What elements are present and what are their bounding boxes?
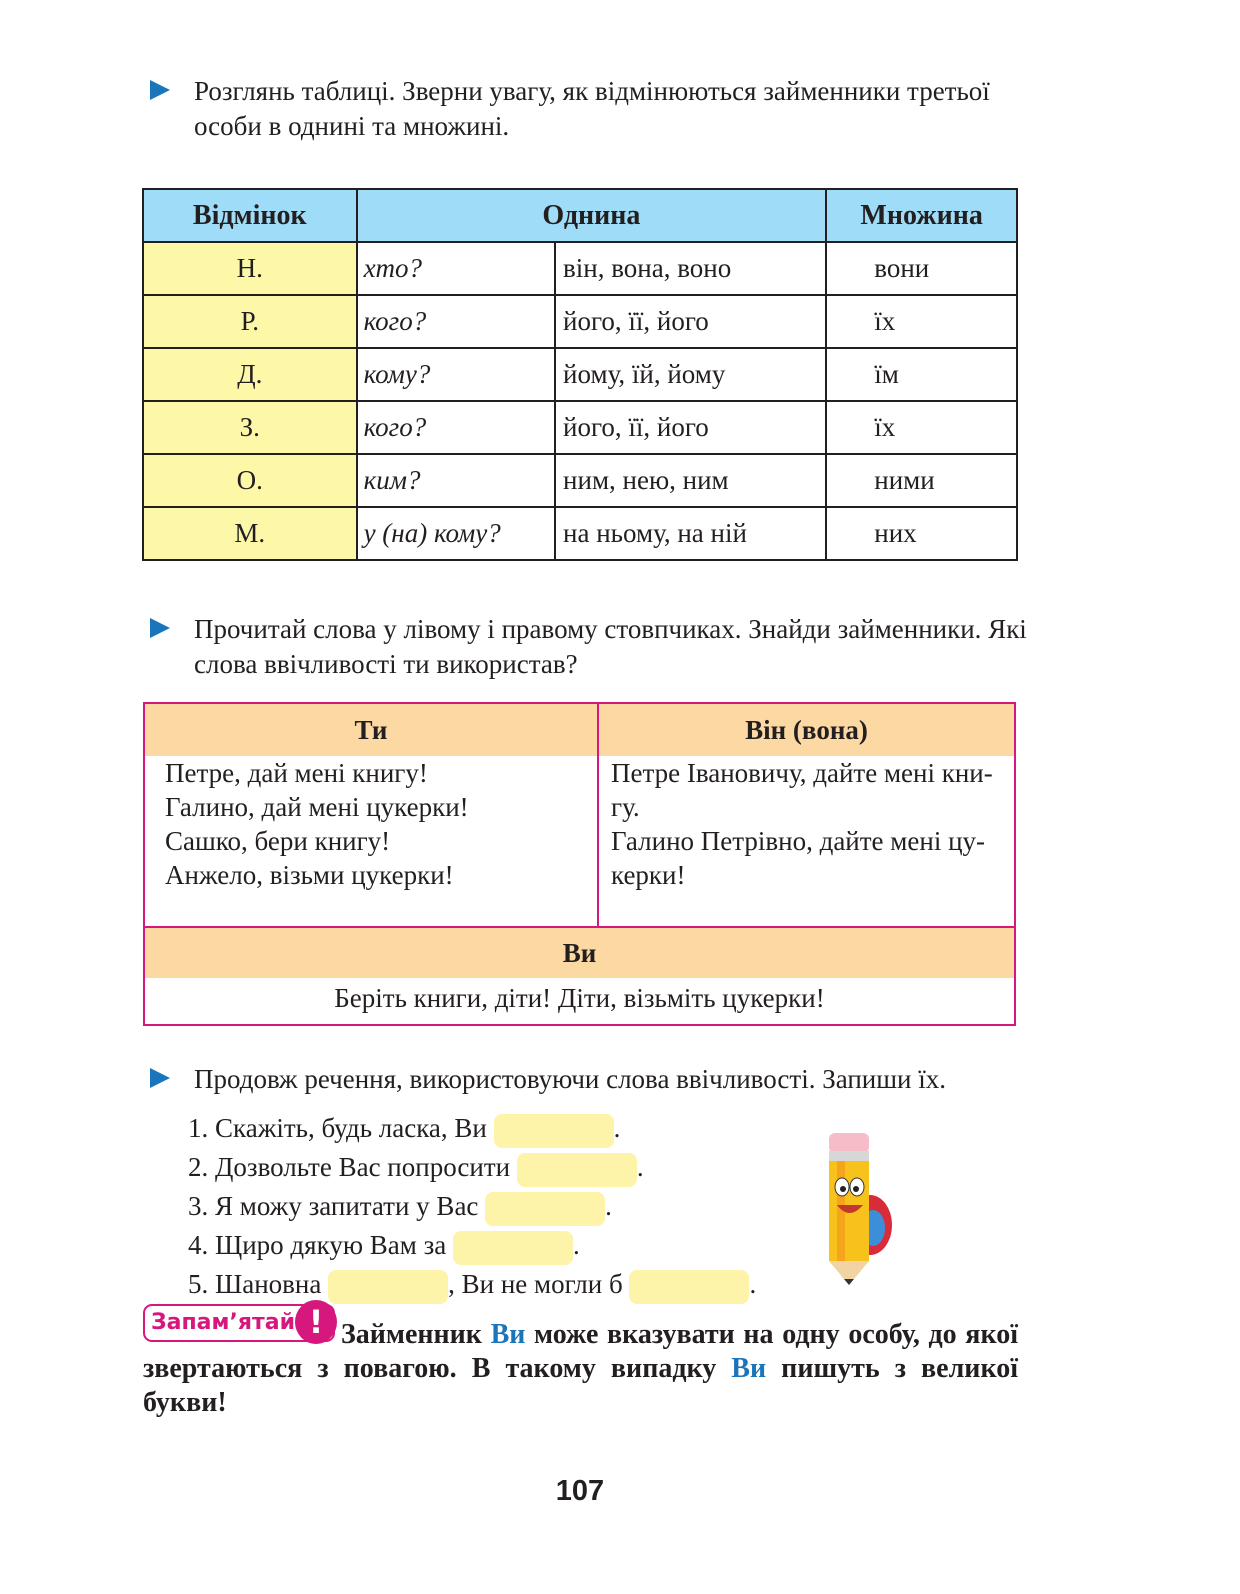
list-item: Галино, дай мені цукерки!: [165, 792, 469, 822]
case-cell: Н.: [143, 242, 357, 295]
singular-cell: його, її, його: [555, 401, 826, 454]
question-cell: хто?: [357, 242, 555, 295]
remember-badge: Запам’ятай !: [143, 1304, 335, 1342]
header-vin-vona: Він (вона): [599, 704, 1014, 756]
question-cell: кого?: [357, 401, 555, 454]
bullet-arrow-icon: [150, 1068, 170, 1088]
singular-cell: ним, нею, ним: [555, 454, 826, 507]
header-singular: Однина: [357, 189, 827, 242]
list-item: Анжело, візьми цукерки!: [165, 860, 454, 890]
table-row: [143, 507, 1017, 560]
header-plural: Множина: [826, 189, 1017, 242]
question-cell: ким?: [357, 454, 555, 507]
task-instruction-3: Продовж речення, використовуючи слова ввічливості. Запиши їх.: [150, 1062, 1030, 1097]
column-divider: [597, 704, 599, 926]
singular-cell: він, вона, воно: [555, 242, 826, 295]
exercise-line-4: 4. Щиро дякую Вам за .: [188, 1227, 580, 1265]
answer-blank[interactable]: [517, 1153, 637, 1187]
declension-table: [142, 188, 1018, 561]
list-item: Галино Петрівно, дайте мені цу-: [611, 826, 986, 856]
case-cell: З.: [143, 401, 357, 454]
answer-blank[interactable]: [494, 1114, 614, 1148]
plural-cell: їх: [826, 401, 1017, 454]
exercise-line-3: 3. Я можу запитати у Вас .: [188, 1188, 612, 1226]
plural-cell: їх: [826, 295, 1017, 348]
pencil-mascot-icon: [815, 1125, 895, 1290]
plural-cell: їм: [826, 348, 1017, 401]
answer-blank[interactable]: [453, 1231, 573, 1265]
header-case: Відмінок: [143, 189, 357, 242]
exercise-line-2: 2. Дозвольте Вас попросити .: [188, 1149, 644, 1187]
header-ti: Ти: [145, 704, 597, 756]
list-item: Сашко, бери книгу!: [165, 826, 391, 856]
question-cell: у (на) кому?: [357, 507, 555, 560]
answer-blank[interactable]: [485, 1192, 605, 1226]
bullet-arrow-icon: [150, 80, 170, 100]
singular-cell: його, її, його: [555, 295, 826, 348]
list-item: керки!: [611, 860, 686, 890]
exercise-line-5: 5. Шановна , Ви не могли б .: [188, 1266, 756, 1304]
exclamation-icon: !: [295, 1300, 337, 1344]
question-cell: кому?: [357, 348, 555, 401]
list-item: гу.: [611, 792, 640, 822]
case-cell: О.: [143, 454, 357, 507]
task-instruction-1: Розглянь таблиці. Зверни увагу, як відмінюються займенники третьої особи в однині та множині.: [150, 74, 1030, 144]
case-cell: Д.: [143, 348, 357, 401]
table-row: [143, 242, 1017, 295]
table-row: [143, 454, 1017, 507]
singular-cell: на ньому, на ній: [555, 507, 826, 560]
task-instruction-2: Прочитай слова у лівому і правому стовпчиках. Знайди займенники. Які слова ввічливості ти використав?: [150, 612, 1030, 682]
answer-blank[interactable]: [629, 1270, 749, 1304]
case-cell: М.: [143, 507, 357, 560]
table-row: [143, 295, 1017, 348]
page-number: 107: [555, 1475, 605, 1507]
table-header-row: [143, 189, 1017, 242]
bullet-arrow-icon: [150, 618, 170, 638]
singular-cell: йому, їй, йому: [555, 348, 826, 401]
answer-blank[interactable]: [328, 1270, 448, 1304]
right-column-text: [611, 756, 1006, 892]
header-vy: Ви: [145, 928, 1014, 978]
list-item: Петре Івановичу, дайте мені кни-: [611, 758, 993, 788]
list-item: Петре, дай мені книгу!: [165, 758, 428, 788]
left-column-text: [165, 756, 469, 892]
exercise-line-1: 1. Скажіть, будь ласка, Ви .: [188, 1110, 620, 1148]
table-row: [143, 348, 1017, 401]
plural-cell: ними: [826, 454, 1017, 507]
table-row: [143, 401, 1017, 454]
plural-cell: них: [826, 507, 1017, 560]
plural-cell: вони: [826, 242, 1017, 295]
case-cell: Р.: [143, 295, 357, 348]
vy-example-text: Беріть книги, діти! Діти, візьміть цукерки!: [334, 983, 825, 1013]
question-cell: кого?: [357, 295, 555, 348]
remember-rule: Займенник Ви може вказувати на одну особу, до якої звертаються з повагою. В такому випадку Ви пишуть з великої букви!: [143, 1319, 1018, 1418]
politeness-table: [143, 702, 1016, 1026]
